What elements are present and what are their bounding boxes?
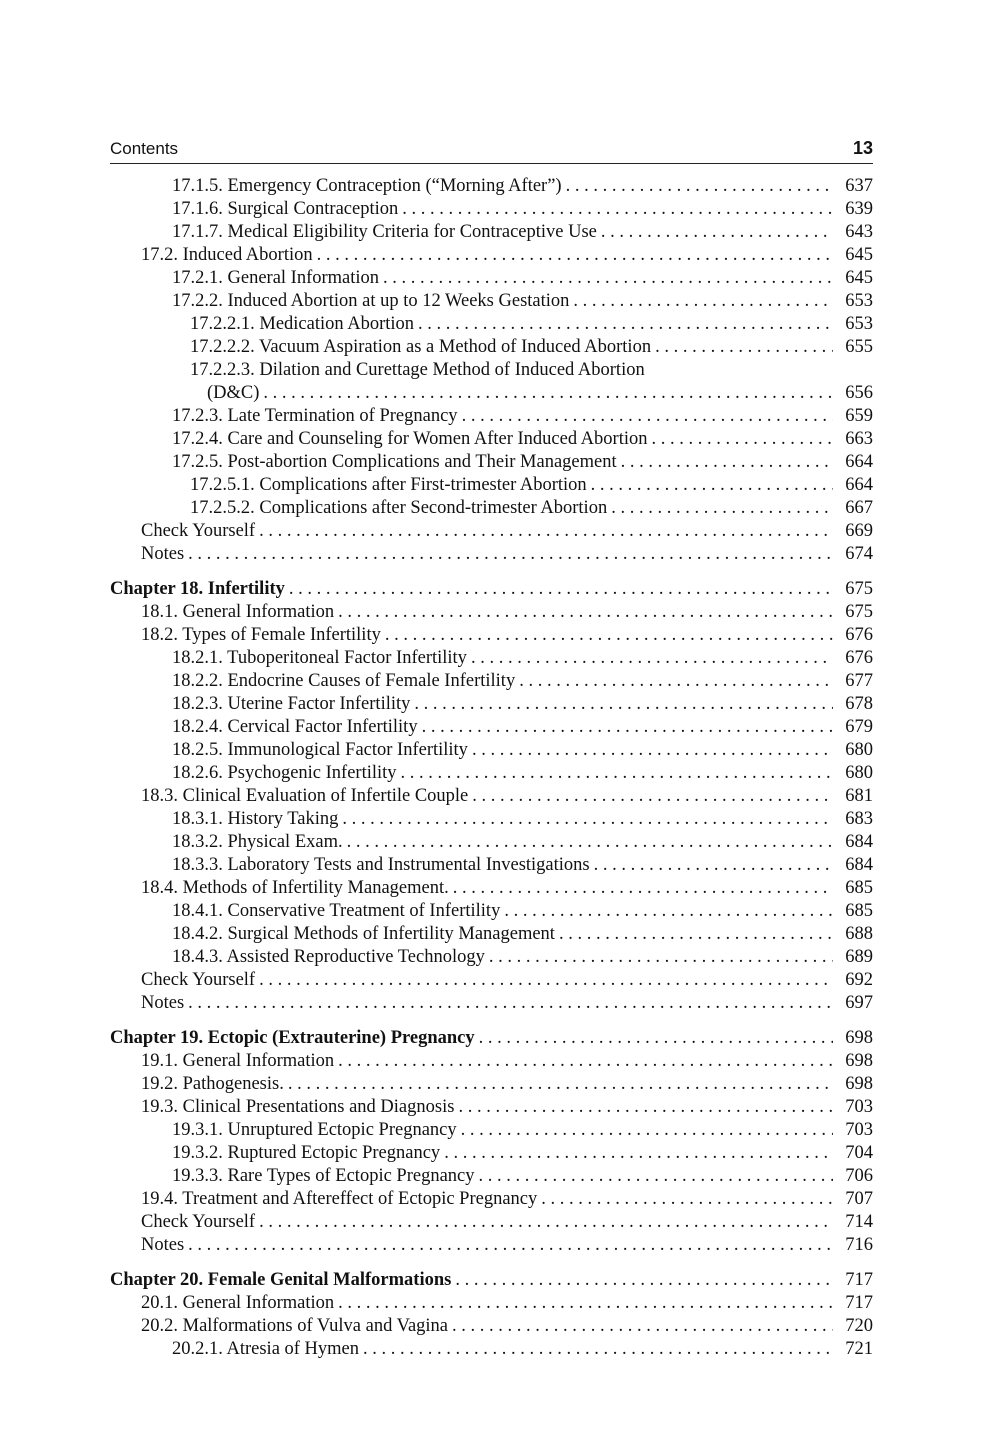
toc-entry-title: 18.2.3. Uterine Factor Infertility — [172, 694, 411, 714]
toc-entry-title: 17.2.5. Post-abortion Complications and Their Management — [172, 452, 617, 472]
toc-entry-title: 18.4.2. Surgical Methods of Infertility Management — [172, 924, 555, 944]
leader-dots — [338, 1292, 833, 1315]
toc-entry[interactable] — [110, 1119, 873, 1142]
toc-entry[interactable] — [110, 670, 873, 693]
leader-dots — [461, 1119, 833, 1142]
toc-entry-title: 17.1.7. Medical Eligibility Criteria for Contraceptive Use — [172, 222, 597, 242]
toc-chapter-entry[interactable] — [110, 1269, 873, 1292]
toc-entry-title: 19.3. Clinical Presentations and Diagnosis — [141, 1097, 455, 1117]
toc-entry-title: Check Yourself — [141, 521, 256, 541]
toc-entry[interactable] — [110, 244, 873, 267]
toc-entry-title: Notes — [141, 544, 185, 564]
toc-entry-title: 19.2. Pathogenesis. — [141, 1074, 284, 1094]
toc-entry-page: 720 — [845, 1316, 873, 1336]
leader-dots — [621, 451, 833, 474]
leader-dots — [385, 624, 833, 647]
toc-entry-title: 18.2.5. Immunological Factor Infertility — [172, 740, 468, 760]
leader-dots — [479, 1165, 833, 1188]
toc-entry[interactable] — [110, 992, 873, 1015]
toc-entry-title: 17.2.2.1. Medication Abortion — [190, 314, 415, 334]
toc-chapter-entry[interactable] — [110, 1027, 873, 1050]
table-of-contents — [110, 175, 873, 1361]
toc-entry-title: Notes — [141, 993, 185, 1013]
leader-dots — [263, 382, 833, 405]
toc-entry-title: 18.3.2. Physical Exam. — [172, 832, 343, 852]
toc-entry-page: 639 — [845, 199, 873, 219]
toc-entry-page: 681 — [845, 786, 873, 806]
leader-dots — [288, 1073, 833, 1096]
toc-entry[interactable] — [110, 1292, 873, 1315]
toc-entry[interactable] — [110, 1338, 873, 1361]
leader-dots — [188, 543, 833, 566]
toc-entry-page: 669 — [845, 521, 873, 541]
leader-dots — [472, 739, 833, 762]
leader-dots — [418, 313, 833, 336]
toc-entry-page: 664 — [845, 452, 873, 472]
toc-entry[interactable] — [110, 1073, 873, 1096]
toc-entry-page: 698 — [845, 1074, 873, 1094]
leader-dots — [458, 1096, 833, 1119]
toc-entry[interactable] — [110, 854, 873, 877]
toc-entry[interactable] — [110, 497, 873, 520]
toc-entry[interactable] — [110, 624, 873, 647]
toc-entry-page: 685 — [845, 901, 873, 921]
leader-dots — [401, 762, 833, 785]
toc-entry-page: 721 — [845, 1339, 873, 1359]
toc-entry-title: 17.1.5. Emergency Contraception (“Morning After”) — [172, 176, 562, 196]
toc-entry[interactable] — [110, 785, 873, 808]
leader-dots — [559, 923, 833, 946]
toc-entry-page: 675 — [845, 579, 873, 599]
toc-entry-page: 683 — [845, 809, 873, 829]
toc-entry-page: 717 — [845, 1270, 873, 1290]
toc-entry-title: 18.2.2. Endocrine Causes of Female Infertility — [172, 671, 516, 691]
leader-dots — [363, 1338, 833, 1361]
toc-entry-page: 684 — [845, 832, 873, 852]
toc-entry[interactable] — [110, 290, 873, 313]
toc-entry[interactable] — [110, 451, 873, 474]
toc-entry-title: 20.1. General Information — [141, 1293, 335, 1313]
toc-entry-title: 18.1. General Information — [141, 602, 335, 622]
toc-chapter-title: Chapter 19. Ectopic (Extrauterine) Pregnancy — [110, 1028, 475, 1048]
toc-entry-title: Notes — [141, 1235, 185, 1255]
toc-entry-page: 675 — [845, 602, 873, 622]
toc-entry[interactable] — [110, 808, 873, 831]
toc-entry[interactable] — [110, 1142, 873, 1165]
toc-entry[interactable] — [110, 382, 873, 405]
toc-entry-page: 717 — [845, 1293, 873, 1313]
toc-entry-title: 18.3. Clinical Evaluation of Infertile Couple — [141, 786, 469, 806]
leader-dots — [479, 1027, 833, 1050]
toc-entry[interactable] — [110, 267, 873, 290]
toc-entry[interactable] — [110, 175, 873, 198]
toc-entry-title: 18.3.3. Laboratory Tests and Instrumental Investigations — [172, 855, 590, 875]
toc-entry-page: 698 — [845, 1051, 873, 1071]
leader-dots — [455, 1269, 833, 1292]
toc-entry-page: 703 — [845, 1097, 873, 1117]
toc-entry-title: 19.1. General Information — [141, 1051, 335, 1071]
toc-entry[interactable] — [110, 1234, 873, 1257]
leader-dots — [289, 578, 833, 601]
leader-dots — [444, 1142, 833, 1165]
toc-entry-title: 19.3.1. Unruptured Ectopic Pregnancy — [172, 1120, 457, 1140]
toc-entry-page: 663 — [845, 429, 873, 449]
leader-dots — [338, 1050, 833, 1073]
toc-chapter-title: Chapter 18. Infertility — [110, 579, 285, 599]
toc-entry-title: 17.2.5.1. Complications after First-trimester Abortion — [190, 475, 587, 495]
leader-dots — [472, 785, 833, 808]
toc-entry[interactable] — [110, 762, 873, 785]
toc-entry-page: 685 — [845, 878, 873, 898]
leader-dots — [414, 693, 833, 716]
toc-entry-title: 17.2.4. Care and Counseling for Women After Induced Abortion — [172, 429, 648, 449]
toc-entry[interactable] — [110, 716, 873, 739]
toc-entry[interactable] — [110, 198, 873, 221]
toc-entry-page: 703 — [845, 1120, 873, 1140]
toc-entry-page: 706 — [845, 1166, 873, 1186]
leader-dots — [188, 992, 833, 1015]
toc-entry-page: 679 — [845, 717, 873, 737]
toc-entry-page: 707 — [845, 1189, 873, 1209]
toc-entry-title: 19.3.2. Ruptured Ectopic Pregnancy — [172, 1143, 441, 1163]
toc-entry-page: 714 — [845, 1212, 873, 1232]
toc-entry[interactable] — [110, 739, 873, 762]
toc-entry-title: 17.2. Induced Abortion — [141, 245, 313, 265]
toc-entry[interactable] — [110, 946, 873, 969]
toc-entry-page: 674 — [845, 544, 873, 564]
leader-dots — [651, 428, 833, 451]
leader-dots — [453, 877, 833, 900]
toc-chapter-title: Chapter 20. Female Genital Malformations — [110, 1270, 452, 1290]
toc-entry-page: 716 — [845, 1235, 873, 1255]
toc-entry-page: 698 — [845, 1028, 873, 1048]
toc-entry-page: 676 — [845, 648, 873, 668]
leader-dots — [422, 716, 833, 739]
toc-entry-title: 18.2.6. Psychogenic Infertility — [172, 763, 397, 783]
toc-entry[interactable] — [110, 1315, 873, 1338]
toc-entry-title: 17.2.3. Late Termination of Pregnancy — [172, 406, 458, 426]
toc-entry-title: 17.2.5.2. Complications after Second-trimester Abortion — [190, 498, 608, 518]
leader-dots — [188, 1234, 833, 1257]
toc-entry[interactable] — [110, 474, 873, 497]
toc-entry[interactable] — [110, 877, 873, 900]
toc-entry-page: 676 — [845, 625, 873, 645]
toc-entry-page: 659 — [845, 406, 873, 426]
leader-dots — [317, 244, 833, 267]
leader-dots — [601, 221, 833, 244]
leader-dots — [541, 1188, 833, 1211]
toc-entry[interactable] — [110, 601, 873, 624]
toc-entry[interactable] — [110, 969, 873, 992]
leader-dots — [383, 267, 833, 290]
leader-dots — [573, 290, 833, 313]
leader-dots — [347, 831, 833, 854]
toc-entry[interactable] — [110, 1188, 873, 1211]
leader-dots — [259, 520, 833, 543]
toc-entry-title: Check Yourself — [141, 1212, 256, 1232]
toc-entry-title: 18.4. Methods of Infertility Management. — [141, 878, 449, 898]
toc-entry-page: 688 — [845, 924, 873, 944]
toc-entry-title: Check Yourself — [141, 970, 256, 990]
leader-dots — [338, 601, 833, 624]
toc-entry[interactable] — [110, 693, 873, 716]
toc-entry-title: 19.4. Treatment and Aftereffect of Ectopic Pregnancy — [141, 1189, 538, 1209]
toc-entry-title: 18.4.1. Conservative Treatment of Infertility — [172, 901, 501, 921]
toc-entry-continuation: (D&C) — [207, 383, 260, 403]
toc-entry-title: 17.1.6. Surgical Contraception — [172, 199, 399, 219]
toc-entry[interactable] — [110, 923, 873, 946]
toc-entry-page: 677 — [845, 671, 873, 691]
toc-entry-page: 704 — [845, 1143, 873, 1163]
toc-entry-first-line[interactable]: 17.2.2.3. Dilation and Curettage Method of Induced Abortion — [190, 360, 645, 380]
leader-dots — [591, 474, 833, 497]
toc-entry-page: 645 — [845, 245, 873, 265]
toc-entry-page: 645 — [845, 268, 873, 288]
toc-entry-title: 17.2.2. Induced Abortion at up to 12 Weeks Gestation — [172, 291, 570, 311]
toc-entry[interactable] — [110, 405, 873, 428]
toc-entry-title: 18.3.1. History Taking — [172, 809, 339, 829]
toc-entry[interactable] — [110, 336, 873, 359]
toc-entry[interactable] — [110, 543, 873, 566]
toc-entry-title: 18.2.4. Cervical Factor Infertility — [172, 717, 418, 737]
leader-dots — [462, 405, 833, 428]
toc-entry-page: 692 — [845, 970, 873, 990]
toc-entry-title: 18.4.3. Assisted Reproductive Technology — [172, 947, 485, 967]
toc-chapter-entry[interactable] — [110, 578, 873, 601]
toc-entry-page: 653 — [845, 314, 873, 334]
leader-dots — [259, 1211, 833, 1234]
leader-dots — [594, 854, 833, 877]
toc-entry[interactable] — [110, 313, 873, 336]
leader-dots — [489, 946, 833, 969]
toc-entry-title: 17.2.1. General Information — [172, 268, 380, 288]
toc-entry[interactable] — [110, 1096, 873, 1119]
toc-entry[interactable] — [110, 900, 873, 923]
leader-dots — [471, 647, 833, 670]
leader-dots — [611, 497, 833, 520]
toc-entry-page: 684 — [845, 855, 873, 875]
toc-entry[interactable] — [110, 647, 873, 670]
leader-dots — [504, 900, 833, 923]
toc-entry-page: 697 — [845, 993, 873, 1013]
toc-entry[interactable] — [110, 221, 873, 244]
leader-dots — [259, 969, 833, 992]
toc-entry-page: 678 — [845, 694, 873, 714]
toc-entry-title: 20.2.1. Atresia of Hymen — [172, 1339, 360, 1359]
toc-entry-page: 680 — [845, 740, 873, 760]
toc-entry[interactable] — [110, 520, 873, 543]
toc-entry-title: 19.3.3. Rare Types of Ectopic Pregnancy — [172, 1166, 475, 1186]
toc-entry-title: 20.2. Malformations of Vulva and Vagina — [141, 1316, 449, 1336]
toc-entry-page: 689 — [845, 947, 873, 967]
toc-entry-page: 664 — [845, 475, 873, 495]
leader-dots — [452, 1315, 833, 1338]
toc-entry[interactable] — [110, 1050, 873, 1073]
toc-entry-title: 18.2. Types of Female Infertility — [141, 625, 381, 645]
toc-entry[interactable] — [110, 1211, 873, 1234]
leader-dots — [519, 670, 833, 693]
toc-entry-page: 656 — [845, 383, 873, 403]
toc-entry[interactable] — [110, 831, 873, 854]
toc-entry-title: 18.2.1. Tuboperitoneal Factor Infertility — [172, 648, 467, 668]
toc-entry[interactable] — [110, 428, 873, 451]
toc-page — [110, 138, 873, 1361]
toc-entry-title: 17.2.2.2. Vacuum Aspiration as a Method of Induced Abortion — [190, 337, 652, 357]
leader-dots — [402, 198, 833, 221]
header-title: Contents — [110, 139, 179, 158]
toc-entry-page: 655 — [845, 337, 873, 357]
toc-entry-page: 637 — [845, 176, 873, 196]
toc-entry-page: 643 — [845, 222, 873, 242]
toc-entry-page: 667 — [845, 498, 873, 518]
running-header — [110, 138, 873, 164]
toc-entry-page: 653 — [845, 291, 873, 311]
leader-dots — [566, 175, 833, 198]
leader-dots — [342, 808, 833, 831]
toc-entry[interactable] — [110, 1165, 873, 1188]
toc-entry-page: 680 — [845, 763, 873, 783]
leader-dots — [655, 336, 833, 359]
header-page-number: 13 — [852, 138, 873, 158]
